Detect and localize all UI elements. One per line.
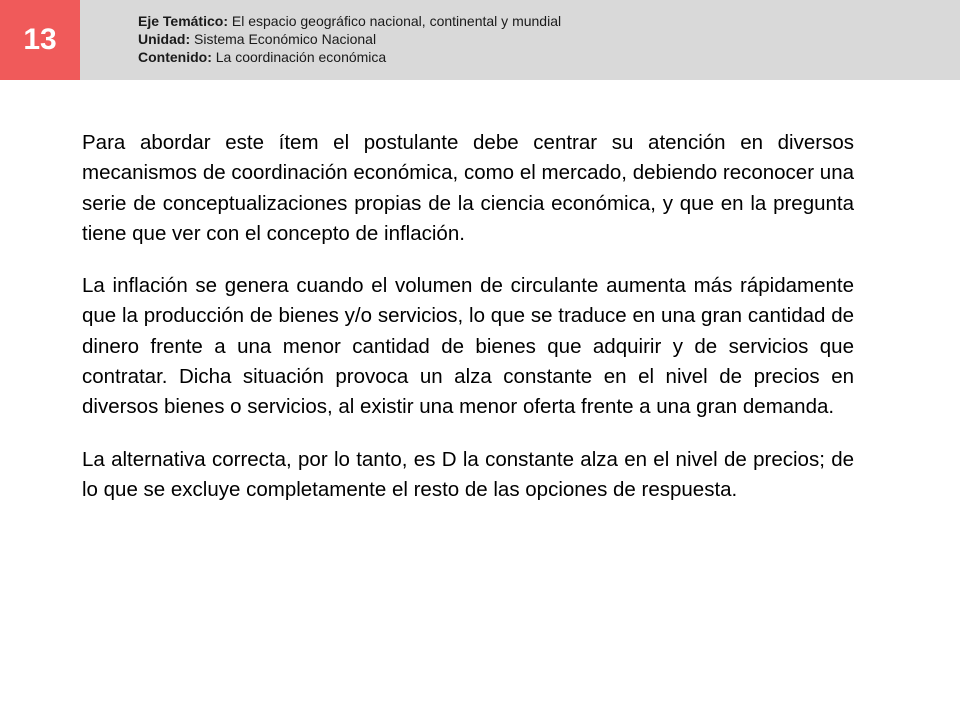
header-bar [0, 0, 960, 80]
unidad-value: Sistema Económico Nacional [190, 31, 377, 47]
header-metadata [138, 12, 561, 66]
contenido-line [138, 48, 561, 66]
paragraph-correct-answer: La alternativa correcta, por lo tanto, es D la constante alza en el nivel de precios; de lo que se excluye completamente el resto de las opciones de respuesta. [82, 447, 854, 501]
paragraph-inflation-explanation: La inflación se genera cuando el volumen de circulante aumenta más rápidamente que la producción de bienes y/o servicios, lo que se traduce en una gran cantidad de dinero frente a una menor cantidad de bienes que adquirir y de servicios que contratar. Dicha situación provoca un alza constante en el nivel de precios en diversos bienes o servicios, al existir una menor oferta frente a una gran demanda. [82, 274, 854, 419]
item-number-badge: 13 [0, 0, 80, 80]
unidad-label: Unidad: [138, 31, 191, 47]
eje-tematico-line [138, 12, 561, 30]
eje-tematico-value: El espacio geográfico nacional, continental y mundial [228, 13, 562, 29]
eje-tematico-label: Eje Temático: [138, 13, 228, 29]
contenido-label: Contenido: [138, 49, 212, 65]
paragraph-intro: Para abordar este ítem el postulante debe centrar su atención en diversos mecanismos de coordinación económica, como el mercado, debiendo reconocer una serie de conceptualizaciones propias de la ciencia económica, y que en la pregunta tiene que ver con el concepto de inflación. [82, 131, 854, 245]
body-text [82, 128, 854, 527]
unidad-line [138, 30, 561, 48]
contenido-value: La coordinación económica [211, 49, 387, 65]
